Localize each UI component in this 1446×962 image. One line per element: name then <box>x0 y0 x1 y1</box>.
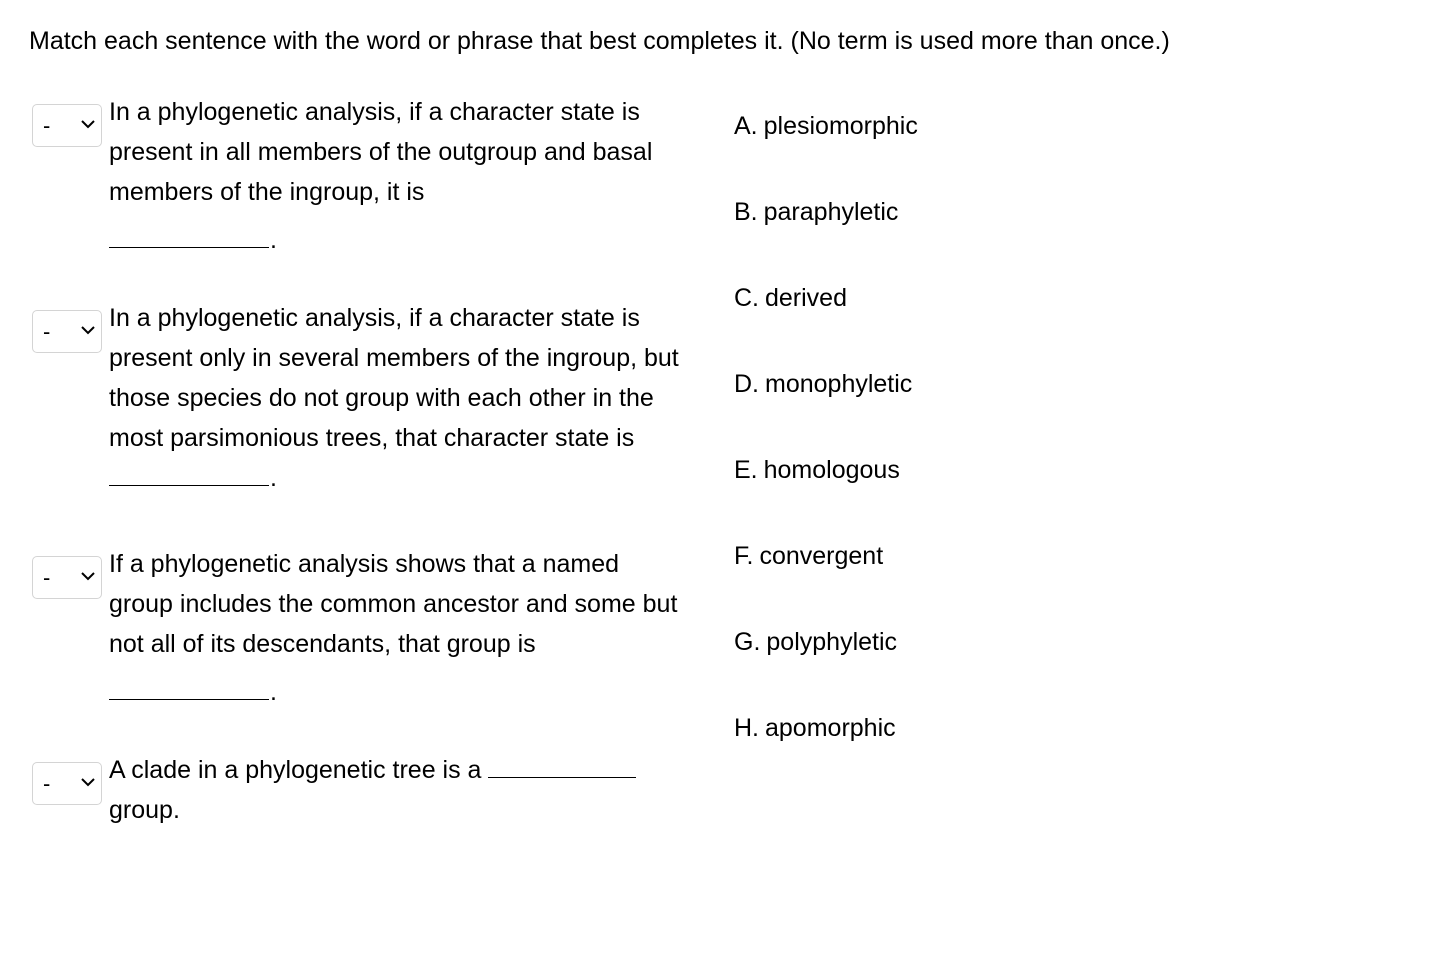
question-text-2 <box>109 298 689 498</box>
answer-blank <box>109 677 269 700</box>
chevron-down-icon <box>81 571 95 581</box>
term-label: monophyletic <box>765 370 913 398</box>
term-label: homologous <box>763 456 900 484</box>
answer-select-3[interactable] <box>32 556 102 599</box>
term-letter: H. <box>734 714 759 742</box>
term-item <box>734 713 896 743</box>
question-1 <box>32 98 692 304</box>
answer-select-1[interactable] <box>32 104 102 147</box>
term-label: derived <box>765 284 847 312</box>
term-label: polyphyletic <box>766 628 898 656</box>
question-text: A clade in a phylogenetic tree is a <box>109 756 482 784</box>
term-item <box>734 541 883 571</box>
term-item <box>734 455 900 485</box>
answer-select-2[interactable] <box>32 310 102 353</box>
chevron-down-icon <box>81 325 95 335</box>
term-item <box>734 111 918 141</box>
question-suffix: . <box>270 226 277 254</box>
question-suffix: group. <box>109 796 180 824</box>
question-2 <box>32 304 692 510</box>
term-letter: F. <box>734 542 754 570</box>
term-item <box>734 197 898 227</box>
term-letter: C. <box>734 284 759 312</box>
answer-blank <box>109 463 269 486</box>
term-letter: E. <box>734 456 758 484</box>
question-text-4 <box>109 750 689 830</box>
term-item <box>734 627 897 657</box>
question-4 <box>32 756 692 962</box>
term-item <box>734 283 847 313</box>
question-3 <box>32 550 692 756</box>
term-letter: D. <box>734 370 759 398</box>
question-text: In a phylogenetic analysis, if a character state is present only in several members of the ingroup, but those species do not group with each other in the most parsimonious trees, that character state is <box>109 304 679 452</box>
select-value: - <box>43 771 51 796</box>
question-text: In a phylogenetic analysis, if a character state is present in all members of the outgroup and basal members of the ingroup, it is <box>109 98 653 206</box>
term-letter: B. <box>734 198 758 226</box>
question-text-3 <box>109 544 689 712</box>
select-value: - <box>43 113 51 138</box>
question-text: If a phylogenetic analysis shows that a named group includes the common ancestor and some but not all of its descendants, that group is <box>109 550 678 658</box>
instructions-text: Match each sentence with the word or phrase that best completes it. (No term is used more than once.) <box>29 27 1170 55</box>
select-value: - <box>43 565 51 590</box>
term-letter: G. <box>734 628 761 656</box>
question-suffix: . <box>270 464 277 492</box>
answer-blank <box>109 225 269 248</box>
term-letter: A. <box>734 112 758 140</box>
answer-select-4[interactable] <box>32 762 102 805</box>
question-text-1 <box>109 92 689 260</box>
select-value: - <box>43 319 51 344</box>
answer-blank <box>488 755 636 778</box>
chevron-down-icon <box>81 777 95 787</box>
term-label: apomorphic <box>765 714 896 742</box>
term-label: convergent <box>759 542 884 570</box>
term-label: plesiomorphic <box>763 112 918 140</box>
question-suffix: . <box>270 678 277 706</box>
term-item <box>734 369 912 399</box>
term-label: paraphyletic <box>763 198 899 226</box>
chevron-down-icon <box>81 119 95 129</box>
